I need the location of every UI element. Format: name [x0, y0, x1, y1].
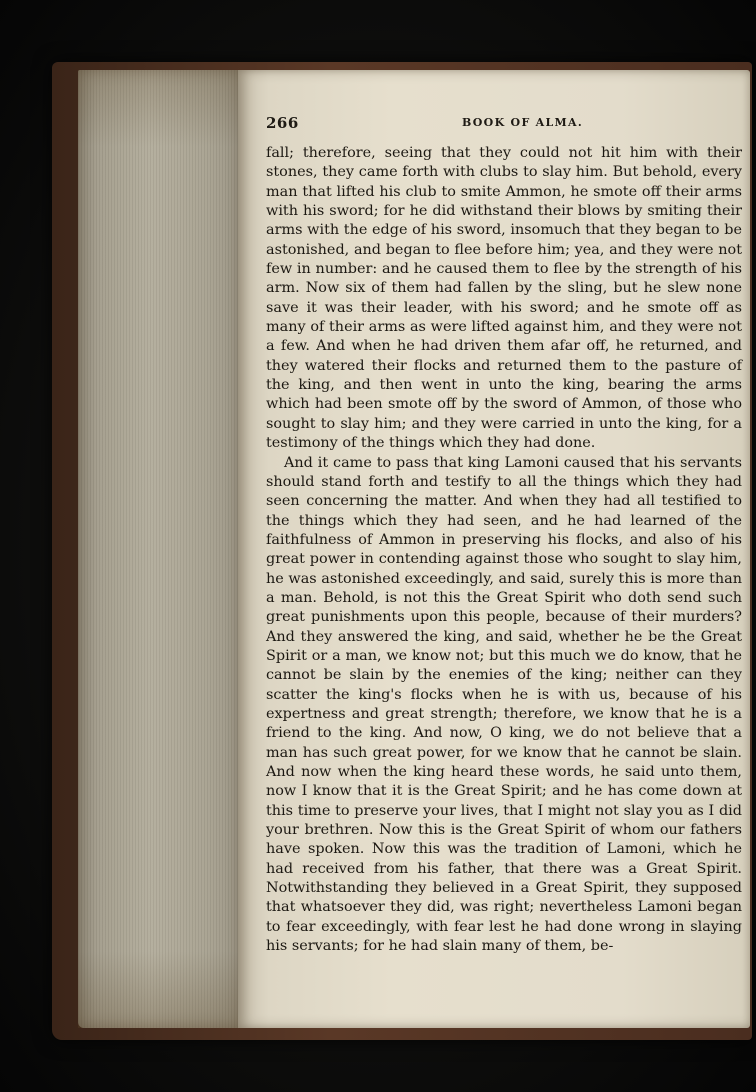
page-number: 266: [266, 114, 299, 132]
book-page: [238, 70, 750, 1028]
page-header: [266, 114, 746, 134]
body-text: [266, 144, 742, 956]
running-head: BOOK OF ALMA.: [462, 116, 583, 129]
paragraph-2: And it came to pass that king Lamoni caused that his servants should stand forth and testify to all the things which they had seen concerning the matter. And when they had all testified to the things which they had seen, and he had learned of the faithfulness of Ammon in preserving his flocks, and also of his great power in contending against those who sought to slay him, he was astonished exceedingly, and said, surely this is more than a man. Behold, is not this the Great Spirit who doth send such great punishments upon this people, because of their murders? And they answered the king, and said, whether he be the Great Spirit or a man, we know not; but this much we do know, that he cannot be slain by the enemies of the king; neither can they scatter the king's flocks when he is with us, because of his expertness and great strength; therefore, we know that he is a friend to the king. And now, O king, we do not believe that a man has such great power, for we know that he cannot be slain. And now when the king heard these words, he said unto them, now I know that it is the Great Spirit; and he has come down at this time to preserve your lives, that I might not slay you as I did your brethren. Now this is the Great Spirit of whom our fathers have spoken. Now this was the tradition of Lamoni, which he had received from his father, that there was a Great Spirit. Notwithstanding they believed in a Great Spirit, they supposed that whatsoever they did, was right; nevertheless Lamoni began to fear exceedingly, with fear lest he had done wrong in slaying his servants; for he had slain many of them, be-: [266, 454, 742, 955]
paragraph-1: fall; therefore, seeing that they could not hit him with their stones, they came forth with clubs to slay him. But behold, every man that lifted his club to smite Ammon, he smote off their arms with his sword; for he did withstand their blows by smiting their arms with the edge of his sword, insomuch that they began to be astonished, and began to flee before him; yea, and they were not few in number: and he caused them to flee by the strength of his arm. Now six of them had fallen by the sling, but he slew none save it was their leader, with his sword; and he smote off as many of their arms as were lifted against him, and they were not a few. And when he had driven them afar off, he returned, and they watered their flocks and returned them to the pasture of the king, and then went in unto the king, bearing the arms which had been smote off by the sword of Ammon, of those who sought to slay him; and they were carried in unto the king, for a testimony of the things which they had done.: [266, 145, 742, 452]
page-edges: [78, 70, 240, 1028]
